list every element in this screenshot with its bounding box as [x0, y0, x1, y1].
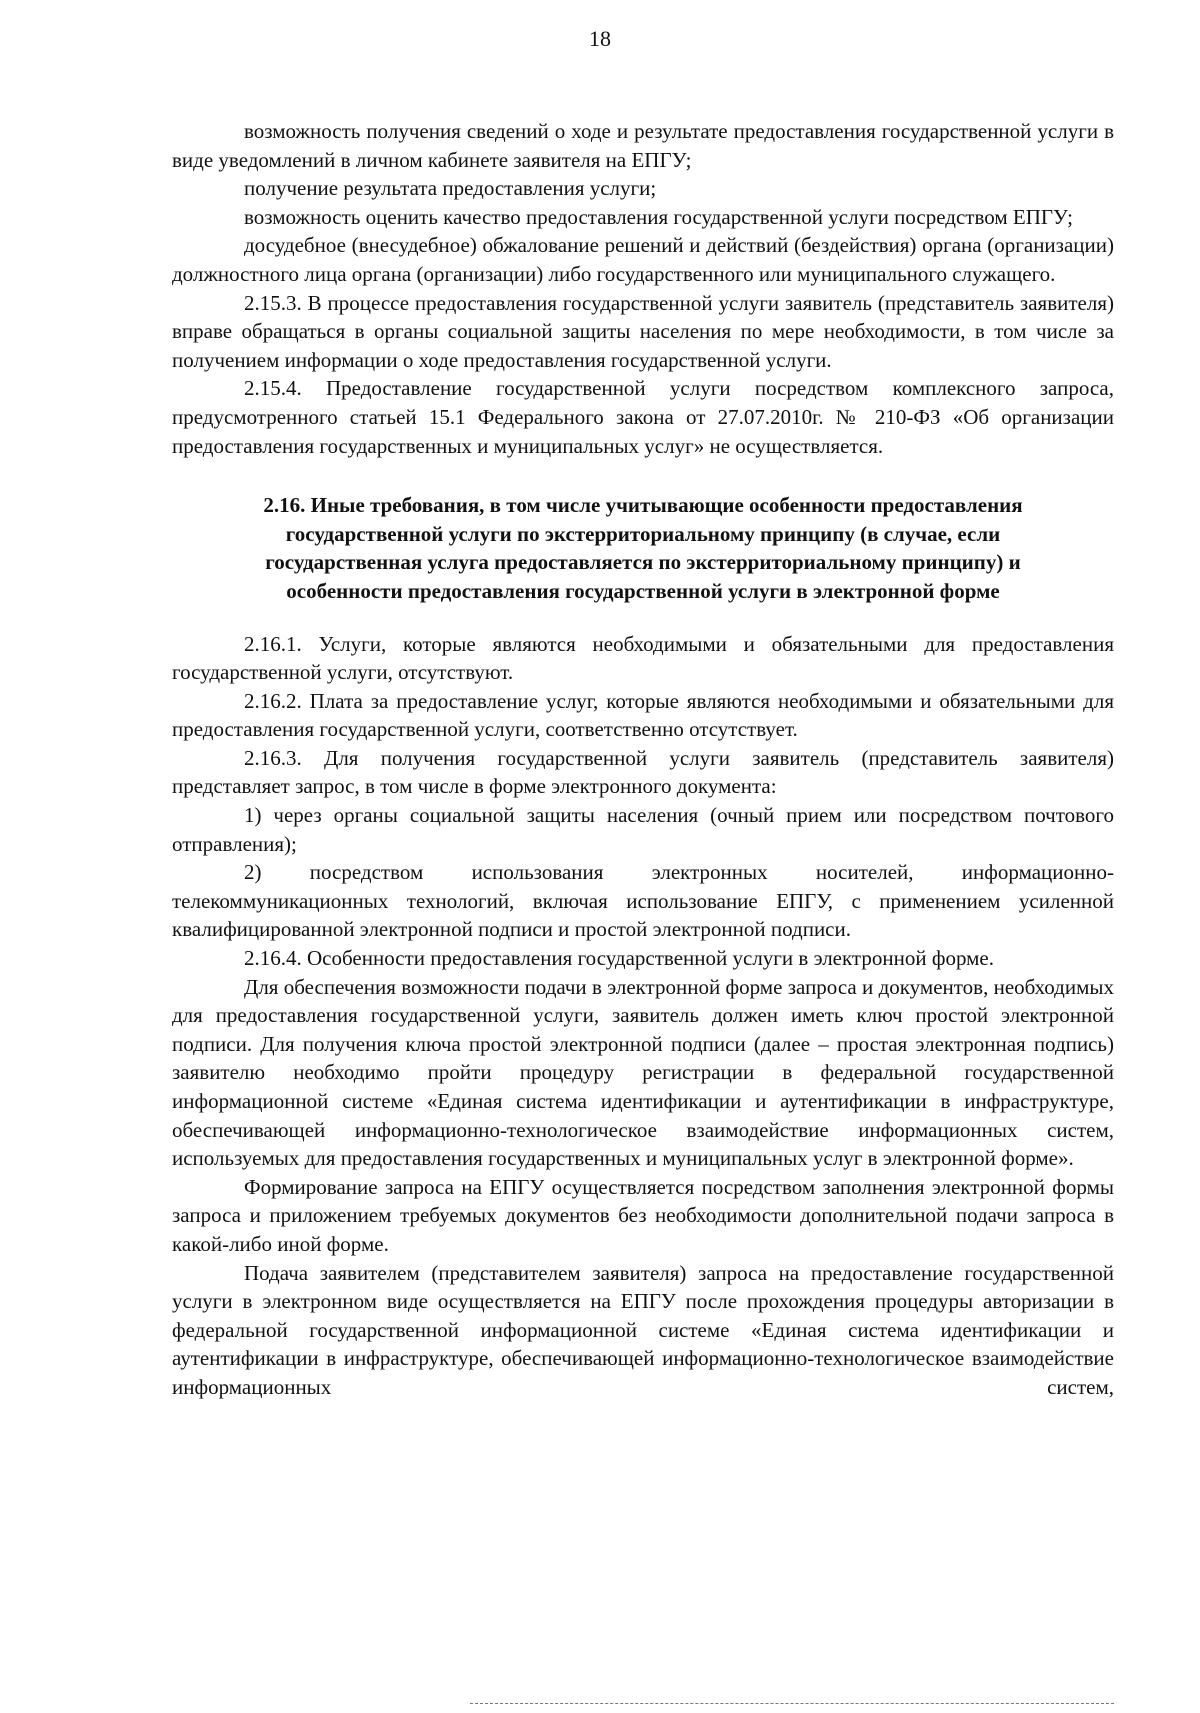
paragraph: 1) через органы социальной защиты населения (очный прием или посредством почтового отправления);: [172, 803, 1114, 856]
paragraph: Формирование запроса на ЕПГУ осуществляется посредством заполнения электронной формы запроса и приложением требуемых документов без необходимости дополнительной подачи запроса в какой-либо иной форме.: [172, 1174, 1114, 1256]
paragraph: 2.16.2. Плата за предоставление услуг, которые являются необходимыми и обязательными для предоставления государственной услуги, соответственно отсутствует.: [172, 688, 1114, 742]
paragraph: 2.16.1. Услуги, которые являются необходимыми и обязательными для предоставления государственной услуги, отсутствуют.: [172, 631, 1114, 685]
section-heading: [172, 491, 1114, 605]
section-heading-line: государственная услуга предоставляется по экстерриториальному принципу) и: [265, 550, 1021, 575]
paragraph: Подача заявителем (представителем заявителя) запроса на предоставление государственной услуги в электронном виде осуществляется на ЕПГУ после прохождения процедуры авторизации в федеральной государственной информационной системе «Единая система идентификации и аутентификации в инфраструктуре, обеспечивающей информационно-технологическое взаимодействие информационных систем,: [172, 1260, 1114, 1399]
paragraph: получение результата предоставления услуги;: [244, 176, 657, 201]
section-heading-line: государственной услуги по экстерриториальному принципу (в случае, если: [285, 521, 1001, 546]
document-body: [172, 117, 1114, 1402]
paragraph: возможность оценить качество предоставления государственной услуги посредством ЕПГУ;: [244, 204, 1073, 229]
section-heading-line: особенности предоставления государственной услуги в электронной форме: [286, 578, 1000, 603]
paragraph: 2.16.3. Для получения государственной услуги заявитель (представитель заявителя) представляет запрос, в том числе в форме электронного документа:: [172, 745, 1114, 799]
paragraph: 2.15.4. Предоставление государственной услуги посредством комплексного запроса, предусмотренного статьей 15.1 Федерального закона от 27.07.2010г. № 210-ФЗ «Об организации предоставления государственных и муниципальных услуг» не осуществляется.: [172, 376, 1114, 458]
section-heading-line: 2.16. Иные требования, в том числе учитывающие особенности предоставления: [263, 493, 1023, 518]
paragraph: возможность получения сведений о ходе и результате предоставления государственной услуги в виде уведомлений в личном кабинете заявителя на ЕПГУ;: [172, 119, 1114, 172]
paragraph: 2) посредством использования электронных носителей, информационно-телекоммуникационных технологий, включая использование ЕПГУ, с применением усиленной квалифицированной электронной подписи и простой электронной подписи.: [172, 860, 1114, 942]
paragraph: 2.16.4. Особенности предоставления государственной услуги в электронной форме.: [244, 946, 994, 971]
paragraph: Для обеспечения возможности подачи в электронной форме запроса и документов, необходимых для предоставления государственной услуги, заявитель должен иметь ключ простой электронной подписи. Для получения ключа простой электронной подписи (далее – простая электронная подпись) заявителю необходимо пройти процедуру регистрации в федеральной государственной информационной системе «Единая система идентификации и аутентификации в инфраструктуре, обеспечивающей информационно-технологическое взаимодействие информационных систем, используемых для предоставления государственных и муниципальных услуг в электронной форме».: [172, 974, 1114, 1171]
paragraph: досудебное (внесудебное) обжалование решений и действий (бездействия) органа (организации) должностного лица органа (организации) либо государственного или муниципального служащего.: [172, 233, 1114, 286]
footer-divider: [470, 1703, 1114, 1704]
page-number: 18: [589, 26, 611, 51]
paragraph: 2.15.3. В процессе предоставления государственной услуги заявитель (представитель заявителя) вправе обращаться в органы социальной защиты населения по мере необходимости, в том числе за получением информации о ходе предоставления государственной услуги.: [172, 290, 1114, 372]
